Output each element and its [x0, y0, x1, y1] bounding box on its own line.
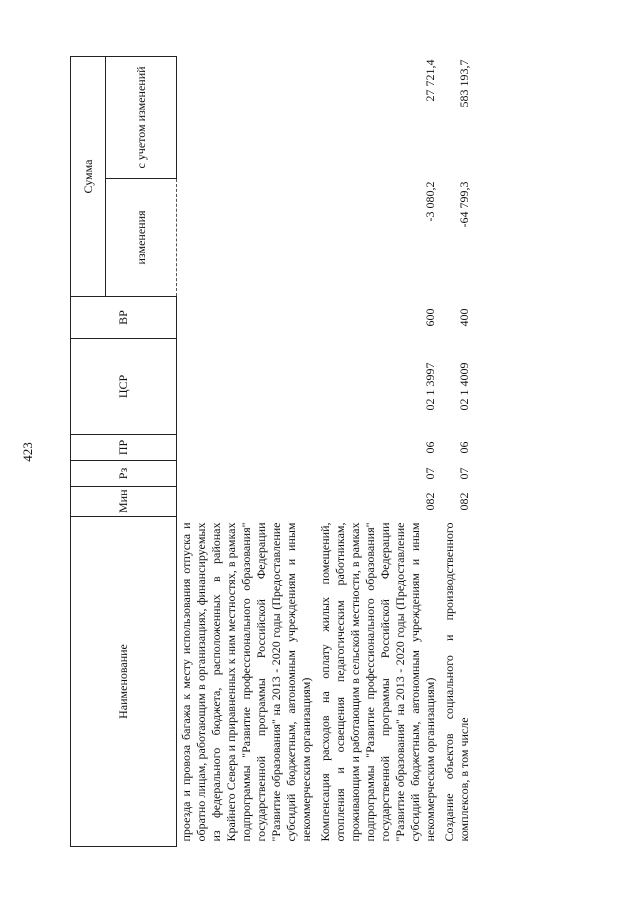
header-csr: ЦСР [71, 339, 177, 435]
row-rz [177, 461, 317, 487]
header-name: Наименование [71, 517, 177, 847]
row-csr [177, 339, 317, 435]
row-vr: 400 [457, 308, 471, 327]
row-total: 27 721,4 [423, 59, 437, 102]
header-changes: изменения [106, 179, 177, 297]
row-min: 082 [423, 492, 437, 511]
table-row [440, 56, 474, 846]
row-rz: 07 [423, 467, 437, 480]
budget-table-rotated [70, 57, 570, 847]
row-csr: 02 1 3997 [423, 362, 437, 411]
row-pr: 06 [423, 441, 437, 454]
row-total: 583 193,7 [457, 59, 471, 108]
row-vr: 600 [423, 308, 437, 327]
row-name: Компенсация расходов на оплату жилых помещений, отопления и освещения педагогическим работникам, проживающим и работающим в сельской местности, в рамках подпрограммы "Развитие профессионального образования" государственной программы Российской Федерации "Развитие образования" на 2013 - 2020 годы (Предоставление субсидий бюджетным, автономным учреждениям и иным некоммерческим организациям) [318, 522, 437, 842]
row-pr [177, 435, 317, 461]
table-row [316, 56, 440, 846]
row-pr: 06 [457, 441, 471, 454]
header-with-changes: с учетом изменений [106, 56, 177, 178]
row-rz: 07 [457, 467, 471, 480]
header-vr: ВР [71, 297, 177, 339]
row-change [177, 179, 317, 297]
row-name: проезда и провоза багажа к месту использования отпуска и обратно лицам, работающим в организациях, финансируемых из федерального бюджета, расположенных в районах Крайнего Севера и приравненных к ним местностях, в рамках подпрограммы "Развитие профессионального образования" государственной программы Российской Федерации "Развитие образования" на 2013 - 2020 годы (Предоставление субсидий бюджетным, автономным учреждениям и иным некоммерческим организациям) [179, 522, 313, 842]
header-sum: Сумма [71, 56, 106, 296]
row-change: -64 799,3 [457, 181, 471, 228]
row-min [177, 487, 317, 517]
row-name: Создание объектов социального и производственного комплексов, в том числе [442, 522, 471, 842]
row-csr: 02 1 4009 [457, 362, 471, 411]
row-min: 082 [457, 492, 471, 511]
header-rz: Рз [71, 461, 177, 487]
budget-table [70, 56, 474, 847]
row-total [177, 56, 317, 178]
row-vr [177, 297, 317, 339]
row-change: -3 080,2 [423, 181, 437, 222]
header-min: Мин [71, 487, 177, 517]
header-pr: ПР [71, 435, 177, 461]
page-number: 423 [20, 442, 35, 462]
table-row [177, 56, 317, 846]
